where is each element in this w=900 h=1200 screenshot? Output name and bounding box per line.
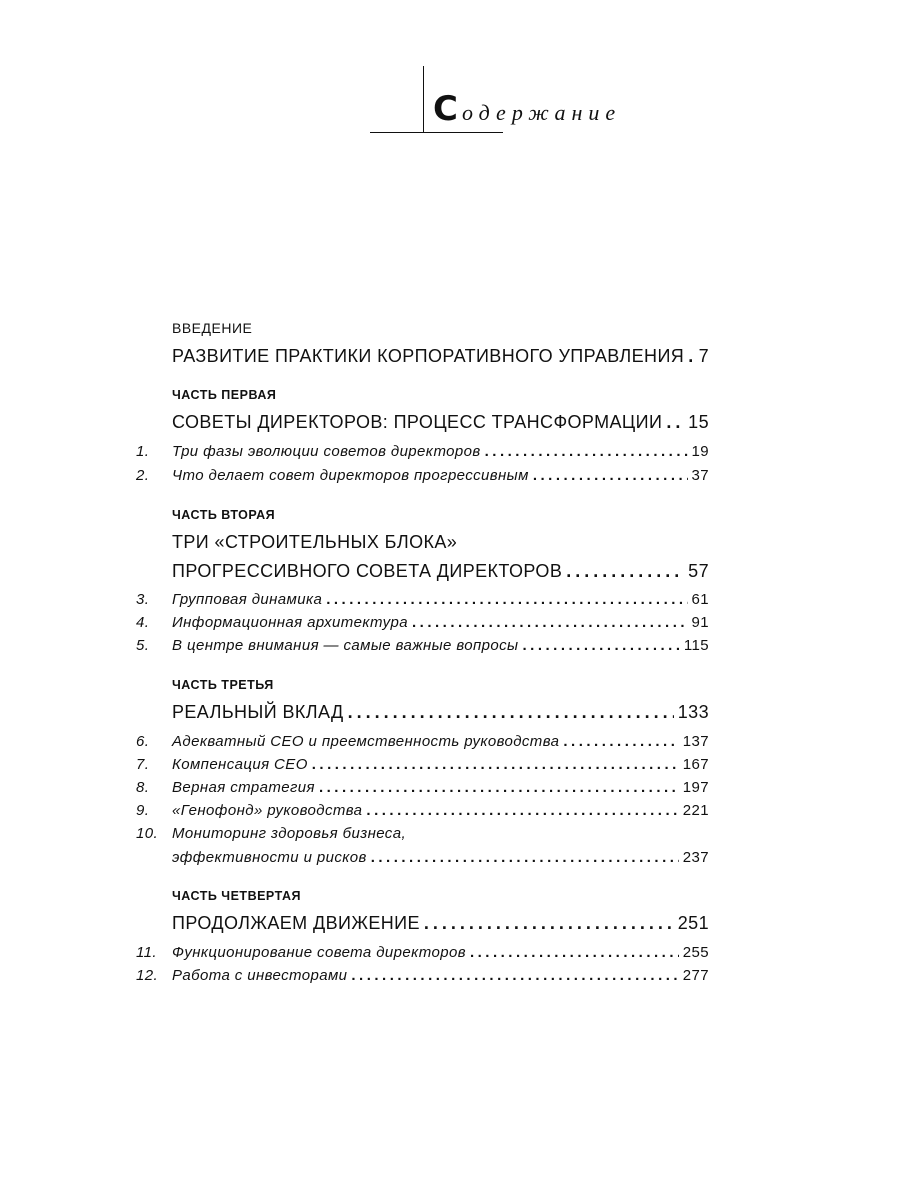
toc-entry-part[interactable] — [136, 409, 709, 435]
chapter-number: 11. — [136, 944, 157, 961]
toc-entry-part[interactable] — [136, 910, 709, 936]
part-title: РЕАЛЬНЫЙ ВКЛАД — [172, 702, 344, 722]
chapter-title: В центре внимания — самые важные вопросы — [172, 637, 519, 654]
page-number: 15 — [688, 412, 709, 432]
page-title — [433, 89, 622, 129]
part-title-line2: ПРОГРЕССИВНОГО СОВЕТА ДИРЕКТОРОВ — [172, 561, 563, 581]
chapter-title: Функционирование совета директоров — [172, 944, 466, 961]
dot-leader — [485, 439, 688, 465]
page-number: 115 — [683, 637, 709, 654]
chapter-title: Верная стратегия — [172, 779, 315, 796]
part-label: ЧАСТЬ ЧЕТВЕРТАЯ — [172, 889, 301, 903]
part-label: ЧАСТЬ ПЕРВАЯ — [172, 388, 277, 402]
chapter-title-line2: эффективности и рисков — [172, 849, 367, 866]
chapter-number: 9. — [136, 802, 150, 819]
chapter-number: 10. — [136, 825, 159, 842]
toc-entry-part-line1[interactable] — [136, 529, 709, 555]
chapter-title: Адекватный CEO и преемственность руководства — [172, 733, 560, 750]
part-title-line1: ТРИ «СТРОИТЕЛЬНЫХ БЛОКА» — [172, 532, 458, 552]
intro-label: ВВЕДЕНИЕ — [172, 320, 253, 336]
chapter-number: 7. — [136, 756, 150, 773]
page-number: 277 — [682, 967, 709, 984]
toc-entry-chapter[interactable] — [136, 463, 709, 489]
toc-entry-chapter[interactable] — [136, 633, 709, 659]
chapter-number: 6. — [136, 733, 150, 750]
chapter-title: «Генофонд» руководства — [172, 802, 363, 819]
page-number: 61 — [691, 591, 709, 608]
page-number: 37 — [691, 467, 709, 484]
header-vertical-rule — [423, 66, 424, 133]
dot-leader — [566, 558, 684, 584]
chapter-title: Что делает совет директоров прогрессивным — [172, 467, 529, 484]
page-number: 133 — [677, 702, 709, 722]
dot-leader — [351, 963, 678, 989]
toc-entry-chapter-line1[interactable] — [136, 821, 709, 847]
page-number: 197 — [682, 779, 709, 796]
part-title: СОВЕТЫ ДИРЕКТОРОВ: ПРОЦЕСС ТРАНСФОРМАЦИИ — [172, 412, 663, 432]
intro-title: РАЗВИТИЕ ПРАКТИКИ КОРПОРАТИВНОГО УПРАВЛЕНИЯ — [172, 346, 685, 366]
chapter-title: Компенсация CEO — [172, 756, 308, 773]
dot-leader — [348, 699, 674, 725]
dot-leader — [688, 343, 694, 369]
toc-entry-intro[interactable] — [136, 343, 709, 369]
page-title-rest: одержание — [461, 100, 622, 125]
chapter-title: Работа с инвесторами — [172, 967, 348, 984]
page-title-initial: С — [433, 89, 458, 129]
header-horizontal-rule — [370, 132, 503, 133]
dot-leader — [522, 633, 679, 659]
page-number: 237 — [682, 849, 709, 866]
toc-entry-chapter[interactable] — [136, 439, 709, 465]
toc-entry-chapter[interactable] — [136, 845, 709, 871]
part-label: ЧАСТЬ ТРЕТЬЯ — [172, 678, 274, 692]
chapter-title: Информационная архитектура — [172, 614, 408, 631]
part-label: ЧАСТЬ ВТОРАЯ — [172, 508, 276, 522]
dot-leader — [533, 463, 688, 489]
dot-leader — [424, 910, 674, 936]
chapter-number: 12. — [136, 967, 159, 984]
toc-entry-part[interactable] — [136, 699, 709, 725]
page-number: 167 — [682, 756, 709, 773]
page-number: 137 — [682, 733, 709, 750]
chapter-number: 1. — [136, 443, 150, 460]
part-title: ПРОДОЛЖАЕМ ДВИЖЕНИЕ — [172, 913, 420, 933]
chapter-title: Групповая динамика — [172, 591, 323, 608]
chapter-number: 5. — [136, 637, 150, 654]
page-number: 251 — [677, 913, 709, 933]
page-number: 255 — [682, 944, 709, 961]
dot-leader — [371, 845, 679, 871]
page-number: 91 — [691, 614, 709, 631]
chapter-number: 8. — [136, 779, 150, 796]
chapter-number: 3. — [136, 591, 150, 608]
chapter-number: 2. — [136, 467, 150, 484]
chapter-title-line1: Мониторинг здоровья бизнеса, — [172, 825, 407, 842]
page-number: 221 — [682, 802, 709, 819]
page-number: 7 — [698, 346, 709, 366]
toc-entry-chapter[interactable] — [136, 963, 709, 989]
chapter-title: Три фазы эволюции советов директоров — [172, 443, 481, 460]
toc-entry-part[interactable] — [136, 558, 709, 584]
dot-leader — [666, 409, 684, 435]
page-number: 19 — [691, 443, 709, 460]
page-number: 57 — [688, 561, 709, 581]
chapter-number: 4. — [136, 614, 150, 631]
